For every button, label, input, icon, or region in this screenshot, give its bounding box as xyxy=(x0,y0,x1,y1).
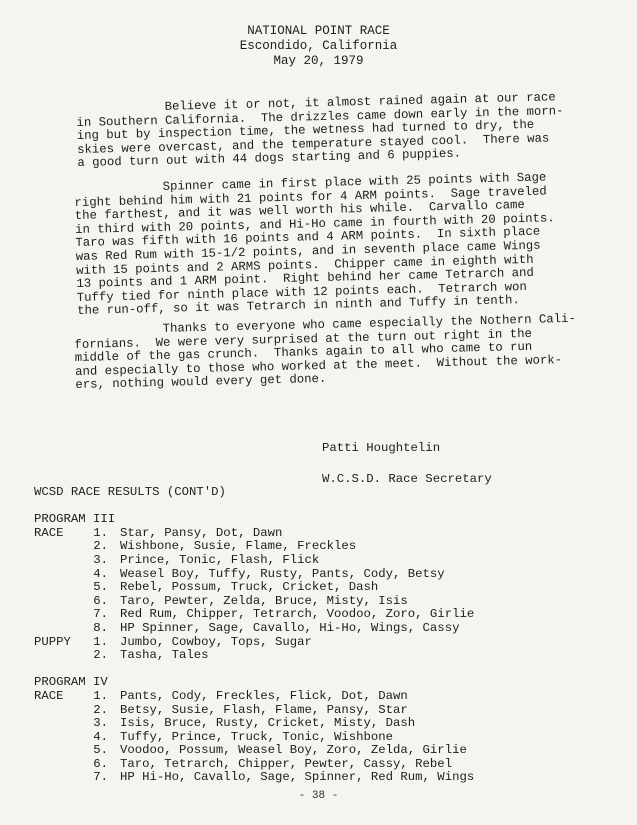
result-row xyxy=(34,771,474,785)
dog-list: Tasha, Tales xyxy=(120,648,209,663)
section-label: RACE xyxy=(34,688,64,703)
race-number: 2. xyxy=(93,648,108,663)
race-number: 1. xyxy=(93,634,108,649)
header-location: Escondido, California xyxy=(239,39,398,53)
program-3-puppy xyxy=(34,636,474,663)
result-row xyxy=(34,608,474,622)
dog-list: Voodoo, Possum, Weasel Boy, Zoro, Zelda, Girlie xyxy=(120,743,467,758)
result-row xyxy=(34,581,474,595)
dog-list: Red Rum, Chipper, Tetrarch, Voodoo, Zoro, Girlie xyxy=(120,607,475,622)
result-row xyxy=(34,731,474,745)
dog-list: Betsy, Susie, Flash, Flame, Pansy, Star xyxy=(120,702,408,717)
paragraph-thanks: Thanks to everyone who came especially the Nothern Cali- fornians. We were very surprised at the turn out right in the middle of the gas crunch. Thanks again to all who came to run and especially to those who worked at the meet. Without the work- ers, nothing would every get done. xyxy=(73,311,576,393)
result-row xyxy=(34,540,474,554)
result-row xyxy=(34,568,474,582)
dog-list: Tuffy, Prince, Truck, Tonic, Wishbone xyxy=(120,729,394,744)
program-3-races xyxy=(34,527,474,636)
section-label: PUPPY xyxy=(34,634,71,649)
race-number: 3. xyxy=(93,552,108,567)
header-title: NATIONAL POINT RACE xyxy=(247,24,390,38)
result-row xyxy=(34,717,474,731)
program-4-title: PROGRAM IV xyxy=(34,675,108,690)
result-row xyxy=(34,622,474,636)
dog-list: Prince, Tonic, Flash, Flick xyxy=(120,552,320,567)
dog-list: HP Hi-Ho, Cavallo, Sage, Spinner, Red Rum, Wings xyxy=(120,770,475,785)
result-row xyxy=(34,744,474,758)
result-row xyxy=(34,704,474,718)
race-number: 4. xyxy=(93,729,108,744)
program-3-title: PROGRAM III xyxy=(34,512,116,527)
result-row xyxy=(34,595,474,609)
paragraph-weather: Believe it or not, it almost rained again at our race in Southern California. The drizzles came down early in the morn- ing but by inspection time, the wetness had turned to dry, the skies were overcast, and the temperature stayed cool. There was a good turn out with 44 dogs starting and 6 puppies. xyxy=(75,90,564,171)
header-date: May 20, 1979 xyxy=(273,54,364,68)
section-label: RACE xyxy=(34,525,64,540)
race-number: 2. xyxy=(93,539,108,554)
race-number: 3. xyxy=(93,716,108,731)
results-heading: WCSD RACE RESULTS (CONT'D) xyxy=(34,485,226,499)
race-number: 4. xyxy=(93,566,108,581)
dog-list: Pants, Cody, Freckles, Flick, Dot, Dawn xyxy=(120,688,408,703)
race-number: 5. xyxy=(93,580,108,595)
race-number: 1. xyxy=(93,525,108,540)
paragraph-standings: Spinner came in first place with 25 points with Sage right behind him with 21 points for 4 ARM points. Sage traveled the farthest, and it was well worth his while. Carvallo came in third with 20 points, and Hi-Ho came in fourth with 20 points. Taro was fifth with 16 points and 4 ARM points. In sixth place was Red Rum with 15-1/2 points, and in seventh place came Wings with 15 points and 2 ARMS points. Chipper came in eighth with 13 points and 1 ARM point. Right behind her came Tetrarch and Tuffy tied for ninth place with 12 points each. Tetrarch won the run-off, so it was Tetrarch in ninth and Tuffy in tenth. xyxy=(73,170,555,319)
dog-list: Taro, Tetrarch, Chipper, Pewter, Cassy, Rebel xyxy=(120,756,453,771)
race-number: 5. xyxy=(93,743,108,758)
result-row xyxy=(34,527,474,541)
program-4-races xyxy=(34,690,474,785)
race-number: 7. xyxy=(93,770,108,785)
race-number: 6. xyxy=(93,756,108,771)
dog-list: Jumbo, Cowboy, Tops, Sugar xyxy=(120,634,312,649)
dog-list: Taro, Pewter, Zelda, Bruce, Misty, Isis xyxy=(120,593,408,608)
race-number: 7. xyxy=(93,607,108,622)
result-row xyxy=(34,690,474,704)
dog-list: HP Spinner, Sage, Cavallo, Hi-Ho, Wings, Cassy xyxy=(120,620,460,635)
result-row xyxy=(34,554,474,568)
dog-list: Star, Pansy, Dot, Dawn xyxy=(120,525,283,540)
race-number: 1. xyxy=(93,688,108,703)
signature-title: W.C.S.D. Race Secretary xyxy=(322,472,492,486)
race-number: 8. xyxy=(93,620,108,635)
signature-name: Patti Houghtelin xyxy=(322,441,441,455)
result-row xyxy=(34,649,474,663)
dog-list: Wishbone, Susie, Flame, Freckles xyxy=(120,539,357,554)
race-number: 2. xyxy=(93,702,108,717)
dog-list: Isis, Bruce, Rusty, Cricket, Misty, Dash xyxy=(120,716,416,731)
dog-list: Weasel Boy, Tuffy, Rusty, Pants, Cody, Betsy xyxy=(120,566,445,581)
page-number: - 38 - xyxy=(298,790,339,802)
document-header xyxy=(0,24,637,69)
race-number: 6. xyxy=(93,593,108,608)
result-row xyxy=(34,758,474,772)
dog-list: Rebel, Possum, Truck, Cricket, Dash xyxy=(120,580,379,595)
result-row xyxy=(34,636,474,650)
race-results xyxy=(34,486,474,785)
